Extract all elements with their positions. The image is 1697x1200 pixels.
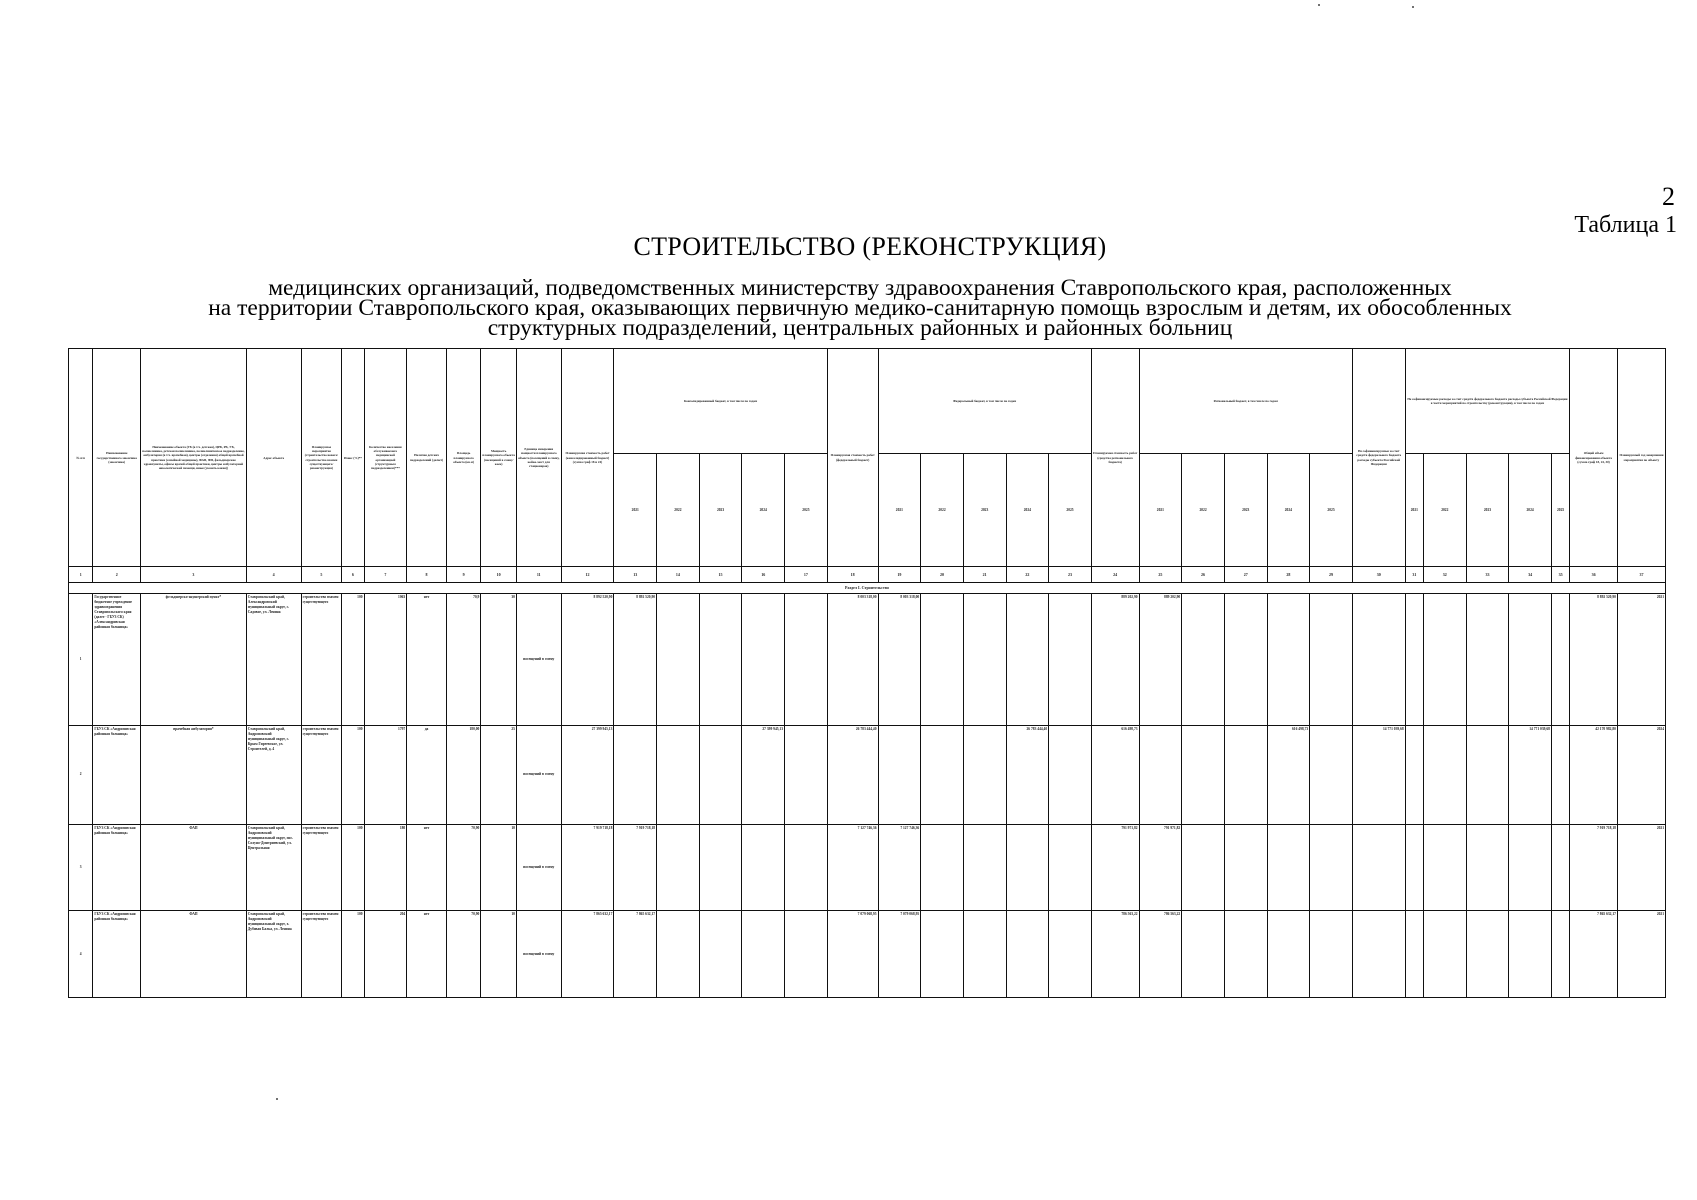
table-cell-c37: 2021	[1617, 911, 1665, 998]
table-cell-c28: 616 498,73	[1267, 726, 1310, 825]
table-cell-object: ФАП	[141, 911, 247, 998]
year-header: 2021	[878, 454, 921, 567]
table-cell-address: Ставропольский край, Александровский муниципальный округ, с. Садовое, ул. Ленина	[246, 594, 301, 726]
header-cell: Планируемое мероприятие (строительство нового/строительство взамен существующего/реконструкция)	[301, 349, 342, 567]
table-cell-c18: 7 079 068,95	[827, 911, 878, 998]
table-cell-c37: 2021	[1617, 594, 1665, 726]
header-cell: Планируемая стоимость работ (федеральный бюджет)	[827, 349, 878, 567]
year-header: 2022	[921, 454, 964, 567]
column-number-row	[69, 567, 1666, 582]
table-cell-c37: 2021	[1617, 824, 1665, 911]
table-cell-c19: 7 127 746,36	[878, 824, 921, 911]
table-cell-object: врачебная амбулатория*	[141, 726, 247, 825]
header-cell: Мощность планируемого объекта (посещений в смену/коек)	[481, 349, 517, 567]
column-number-cell: 1	[69, 567, 93, 582]
table-cell-total_cost: 7 919 718,18	[561, 824, 614, 911]
column-number-cell: 23	[1049, 567, 1092, 582]
table-cell-c27	[1224, 594, 1267, 726]
table-cell-unit: посещений в смену	[516, 824, 561, 911]
table-cell-area: 70,90	[446, 824, 481, 911]
table-cell-c35	[1551, 594, 1569, 726]
table-cell-c21	[963, 594, 1006, 726]
table-cell-c15	[699, 824, 742, 911]
table-cell-c20	[921, 726, 964, 825]
table-cell-c37: 2024	[1617, 726, 1665, 825]
column-number-cell: 8	[407, 567, 447, 582]
table-cell-c33	[1466, 824, 1509, 911]
table-cell-object: фельдшерско-акушерский пункт*	[141, 594, 247, 726]
header-cell: Наличие детских подразделений (да/нет)	[407, 349, 447, 567]
table-cell-customer: ГБУЗ СК «Андроповская районная больница»	[93, 824, 141, 911]
year-header: 2025	[785, 454, 828, 567]
header-cell: Не софинансируемые за счет средств федерального бюджета расходы субъекта Российской Федерации	[1352, 349, 1405, 567]
year-header: 2022	[1182, 454, 1225, 567]
column-number-cell: 32	[1423, 567, 1466, 582]
table-cell-c14	[657, 594, 700, 726]
table-cell-measure: строительство взамен существующего	[301, 824, 342, 911]
column-number-cell: 29	[1310, 567, 1353, 582]
table-cell-c22	[1006, 594, 1049, 726]
column-number-cell: 27	[1224, 567, 1267, 582]
column-number-cell: 37	[1617, 567, 1665, 582]
table-cell-c17	[785, 594, 828, 726]
year-header: 2022	[1423, 454, 1466, 567]
table-cell-c35	[1551, 824, 1569, 911]
table-cell-c14	[657, 911, 700, 998]
year-header: 2022	[657, 454, 700, 567]
table-cell-unit: посещений в смену	[516, 594, 561, 726]
table-cell-population: 180	[364, 824, 407, 911]
table-cell-object: ФАП	[141, 824, 247, 911]
column-number-cell: 5	[301, 567, 342, 582]
column-number-cell: 17	[785, 567, 828, 582]
table-cell-c23	[1049, 726, 1092, 825]
column-number-cell: 31	[1405, 567, 1423, 582]
table-cell-c18: 7 127 746,36	[827, 824, 878, 911]
subtitle-line: структурных подразделений, центральных районных и районных больниц	[487, 315, 1233, 341]
table-cell-children: нет	[407, 594, 447, 726]
table-row	[69, 824, 1666, 911]
column-number-cell: 25	[1139, 567, 1182, 582]
scan-speck	[276, 1098, 278, 1100]
page-number: 2	[1662, 182, 1675, 211]
column-number-cell: 4	[246, 567, 301, 582]
table-cell-c30: 14 771 039,68	[1352, 726, 1405, 825]
table-cell-c25: 786 563,22	[1139, 911, 1182, 998]
table-cell-c26	[1182, 824, 1225, 911]
table-cell-c16: 27 399 945,13	[742, 726, 785, 825]
header-cell: Площадь планируемого объекта (кв.м)	[446, 349, 481, 567]
table-cell-c27	[1224, 824, 1267, 911]
table-cell-c36: 42 170 982,80	[1570, 726, 1618, 825]
column-number-cell: 20	[921, 567, 964, 582]
table-cell-total_cost: 7 865 632,17	[561, 911, 614, 998]
column-number-cell: 21	[963, 567, 1006, 582]
table-cell-c17	[785, 726, 828, 825]
table-cell-n: 1	[69, 594, 93, 726]
table-cell-c36: 7 865 632,17	[1570, 911, 1618, 998]
year-header: 2024	[742, 454, 785, 567]
table-cell-n: 4	[69, 911, 93, 998]
table-cell-capacity: 30	[481, 594, 517, 726]
table-cell-c30	[1352, 594, 1405, 726]
column-number-cell: 6	[342, 567, 364, 582]
table-cell-c23	[1049, 824, 1092, 911]
table-cell-c21	[963, 824, 1006, 911]
header-cell: № п/п	[69, 349, 93, 567]
column-number-cell: 14	[657, 567, 700, 582]
scan-speck	[1318, 4, 1320, 6]
column-number-cell: 18	[827, 567, 878, 582]
table-cell-c19: 8 003 318,00	[878, 594, 921, 726]
table-cell-wear: 100	[342, 726, 364, 825]
year-header: 2024	[1509, 454, 1552, 567]
table-cell-c22: 26 783 444,40	[1006, 726, 1049, 825]
table-cell-n: 2	[69, 726, 93, 825]
table-cell-c13: 7 919 718,18	[614, 824, 657, 911]
table-cell-c25: 889 202,90	[1139, 594, 1182, 726]
year-header: 2023	[699, 454, 742, 567]
table-cell-c26	[1182, 594, 1225, 726]
column-number-cell: 15	[699, 567, 742, 582]
table-cell-c19	[878, 726, 921, 825]
table-cell-capacity: 10	[481, 911, 517, 998]
table-cell-c24: 889 202,90	[1091, 594, 1139, 726]
subtitle-line: медицинских организаций, подведомственных министерству здравоохранения Ставропольского края, расположенных	[268, 275, 1452, 301]
table-cell-n: 3	[69, 824, 93, 911]
table-cell-c34	[1509, 594, 1552, 726]
scan-speck	[1412, 6, 1414, 8]
table-cell-customer: Государственное бюджетное учреждение здравоохранения Ставропольского края (далее - ГБУЗ СК) «Александровская районная больница»	[93, 594, 141, 726]
column-number-cell: 7	[364, 567, 407, 582]
table-cell-c29	[1310, 911, 1353, 998]
year-header: 2021	[1405, 454, 1423, 567]
table-cell-c20	[921, 594, 964, 726]
table-cell-c31	[1405, 824, 1423, 911]
header-group-non-cofinanced: Не софинансируемые расходы за счет средств федерального бюджета расходы субъекта Российской Федерации в части мероприятий по строительству (реконструкции), в том числе по годам	[1405, 349, 1570, 454]
table-cell-capacity: 25	[481, 726, 517, 825]
table-cell-c24: 786 563,22	[1091, 911, 1139, 998]
table-cell-c27	[1224, 911, 1267, 998]
column-number-cell: 36	[1570, 567, 1618, 582]
table-cell-c32	[1423, 726, 1466, 825]
table-cell-capacity: 10	[481, 824, 517, 911]
year-header: 2024	[1267, 454, 1310, 567]
table-cell-area: 70,90	[446, 911, 481, 998]
table-cell-c17	[785, 824, 828, 911]
table-cell-c31	[1405, 594, 1423, 726]
table-cell-c20	[921, 824, 964, 911]
table-cell-c22	[1006, 911, 1049, 998]
table-cell-c23	[1049, 911, 1092, 998]
table-cell-c28	[1267, 594, 1310, 726]
document-title: СТРОИТЕЛЬСТВО (РЕКОНСТРУКЦИЯ)	[633, 232, 1107, 261]
year-header: 2023	[963, 454, 1006, 567]
column-number-cell: 10	[481, 567, 517, 582]
year-header: 2025	[1049, 454, 1092, 567]
table-cell-c14	[657, 726, 700, 825]
table-cell-customer: ГБУЗ СК «Андроповская районная больница»	[93, 911, 141, 998]
table-cell-c32	[1423, 824, 1466, 911]
table-cell-customer: ГБУЗ СК «Андроповская районная больница»	[93, 726, 141, 825]
table-cell-area: 70,9	[446, 594, 481, 726]
table-cell-c32	[1423, 594, 1466, 726]
table-cell-c21	[963, 911, 1006, 998]
table-label: Таблица 1	[1574, 212, 1677, 238]
column-number-cell: 30	[1352, 567, 1405, 582]
table-row	[69, 911, 1666, 998]
header-cell: Количество населения обслуживаемого медицинской организацией (структурным подразделением)***	[364, 349, 407, 567]
header-group-regional: Региональный бюджет, в том числе по годам	[1139, 349, 1352, 454]
header-cell: Планируемая стоимость работ (консолидированный бюджет) (сумма граф 18 и 24)	[561, 349, 614, 567]
column-number-cell: 9	[446, 567, 481, 582]
table-cell-c15	[699, 726, 742, 825]
table-cell-c14	[657, 824, 700, 911]
table-row	[69, 726, 1666, 825]
table-cell-c16	[742, 594, 785, 726]
table-cell-c30	[1352, 911, 1405, 998]
table-cell-population: 1797	[364, 726, 407, 825]
column-number-cell: 26	[1182, 567, 1225, 582]
column-number-cell: 35	[1551, 567, 1569, 582]
table-cell-wear: 100	[342, 594, 364, 726]
table-cell-c25: 791 971,82	[1139, 824, 1182, 911]
table-cell-children: нет	[407, 824, 447, 911]
column-number-cell: 19	[878, 567, 921, 582]
table-cell-c30	[1352, 824, 1405, 911]
header-group-consolidated: Консолидированный бюджет, в том числе по годам	[614, 349, 827, 454]
column-number-cell: 11	[516, 567, 561, 582]
column-number-cell: 34	[1509, 567, 1552, 582]
table-cell-c29	[1310, 594, 1353, 726]
table-cell-area: 180,00	[446, 726, 481, 825]
column-number-cell: 13	[614, 567, 657, 582]
table-cell-c33	[1466, 726, 1509, 825]
table-cell-c18: 8 003 318,00	[827, 594, 878, 726]
column-number-cell: 12	[561, 567, 614, 582]
column-number-cell: 16	[742, 567, 785, 582]
document-subtitle	[60, 275, 1660, 341]
header-cell: Единица измерения мощности планируемого объекта (посещений в смену, койко-мест для стационаров)	[516, 349, 561, 567]
table-cell-c20	[921, 911, 964, 998]
table-cell-c19: 7 079 068,95	[878, 911, 921, 998]
table-cell-c32	[1423, 911, 1466, 998]
year-header: 2021	[614, 454, 657, 567]
table-cell-c13: 8 892 520,90	[614, 594, 657, 726]
construction-table	[68, 348, 1666, 998]
table-cell-address: Ставропольский край, Андроповский муниципальный округ, х. Дубовая Балка, ул. Ленина	[246, 911, 301, 998]
table-cell-total_cost: 8 892 520,90	[561, 594, 614, 726]
table-cell-c26	[1182, 726, 1225, 825]
table-cell-c27	[1224, 726, 1267, 825]
header-cell: Наименование государственного заказчика (заказчика)	[93, 349, 141, 567]
table-cell-c34	[1509, 824, 1552, 911]
table-cell-measure: строительство взамен существующего	[301, 594, 342, 726]
table-cell-c16	[742, 824, 785, 911]
table-cell-children: да	[407, 726, 447, 825]
subtitle-line: на территории Ставропольского края, оказывающих первичную медико-санитарную помощь взрослым и детям, их обособленных	[208, 295, 1512, 321]
column-number-cell: 22	[1006, 567, 1049, 582]
table-cell-c33	[1466, 911, 1509, 998]
table-cell-c25	[1139, 726, 1182, 825]
table-cell-population: 204	[364, 911, 407, 998]
table-cell-c16	[742, 911, 785, 998]
table-cell-c13	[614, 726, 657, 825]
table-cell-c28	[1267, 824, 1310, 911]
table-cell-c36: 7 919 718,18	[1570, 824, 1618, 911]
year-header: 2025	[1310, 454, 1353, 567]
section-label: Раздел I. Строительство	[69, 582, 1666, 593]
table-cell-population: 1063	[364, 594, 407, 726]
table-cell-c29	[1310, 726, 1353, 825]
column-number-cell: 2	[93, 567, 141, 582]
table-cell-measure: строительство взамен существующего	[301, 726, 342, 825]
table-cell-c36: 8 892 520,90	[1570, 594, 1618, 726]
table-cell-c23	[1049, 594, 1092, 726]
year-header: 2025	[1551, 454, 1569, 567]
table-row	[69, 594, 1666, 726]
column-number-cell: 28	[1267, 567, 1310, 582]
table-cell-c22	[1006, 824, 1049, 911]
table-cell-c13: 7 865 632,17	[614, 911, 657, 998]
table-cell-c15	[699, 594, 742, 726]
year-header: 2024	[1006, 454, 1049, 567]
table-cell-address: Ставропольский край, Андроповский муниципальный округ, с. Крым Гиреевское, ул. Строителей, д. 4	[246, 726, 301, 825]
table-cell-c35	[1551, 911, 1569, 998]
header-cell: Планируемая стоимость работ (средства регионального бюджета)	[1091, 349, 1139, 567]
table-cell-c24: 616 498,73	[1091, 726, 1139, 825]
year-header: 2021	[1139, 454, 1182, 567]
header-cell: Адрес объекта	[246, 349, 301, 567]
year-header: 2023	[1224, 454, 1267, 567]
table-cell-c26	[1182, 911, 1225, 998]
header-cell: Наименование объекта (ГБ (в т.ч. детская), ЦРБ, РБ, УБ, поликлиника, детская поликлиника, поликлиническое подразделение, амбулатория (в т.ч. врачебная), центры (отделения) общей врачебной практики (семейной медицины), ФАП, ФП, фельдшерские здравпункты, офисы врачей общей практики, центры амбулаторной онкологической помощи, иные (указать какие))	[141, 349, 247, 567]
column-number-cell: 33	[1466, 567, 1509, 582]
table-cell-address: Ставропольский край, Андроповский муниципальный округ, пос. Солуно-Дмитриевский, ул. Центральная	[246, 824, 301, 911]
table-cell-children: нет	[407, 911, 447, 998]
table-cell-unit: посещений в смену	[516, 726, 561, 825]
table-cell-c31	[1405, 726, 1423, 825]
header-cell: Планируемый год завершения мероприятия по объекту	[1617, 349, 1665, 567]
table-cell-unit: посещений в смену	[516, 911, 561, 998]
table-cell-c17	[785, 911, 828, 998]
table-cell-wear: 100	[342, 911, 364, 998]
table-cell-c33	[1466, 594, 1509, 726]
table-cell-total_cost: 27 399 945,13	[561, 726, 614, 825]
column-number-cell: 3	[141, 567, 247, 582]
table-cell-c18: 26 783 444,40	[827, 726, 878, 825]
table-cell-c28	[1267, 911, 1310, 998]
table-cell-c31	[1405, 911, 1423, 998]
column-number-cell: 24	[1091, 567, 1139, 582]
header-cell: Износ (%)**	[342, 349, 364, 567]
table-cell-c24: 791 971,82	[1091, 824, 1139, 911]
header-group-federal: Федеральный бюджет, в том числе по годам	[878, 349, 1091, 454]
header-cell: Общий объем финансирования объекта (сумма граф 18, 24, 30)	[1570, 349, 1618, 567]
table-cell-c29	[1310, 824, 1353, 911]
table-cell-measure: строительство взамен существующего	[301, 911, 342, 998]
table-cell-c35	[1551, 726, 1569, 825]
year-header: 2023	[1466, 454, 1509, 567]
table-cell-c34	[1509, 911, 1552, 998]
table-cell-c21	[963, 726, 1006, 825]
table-cell-wear: 100	[342, 824, 364, 911]
table-cell-c15	[699, 911, 742, 998]
table-cell-c34: 14 771 039,68	[1509, 726, 1552, 825]
